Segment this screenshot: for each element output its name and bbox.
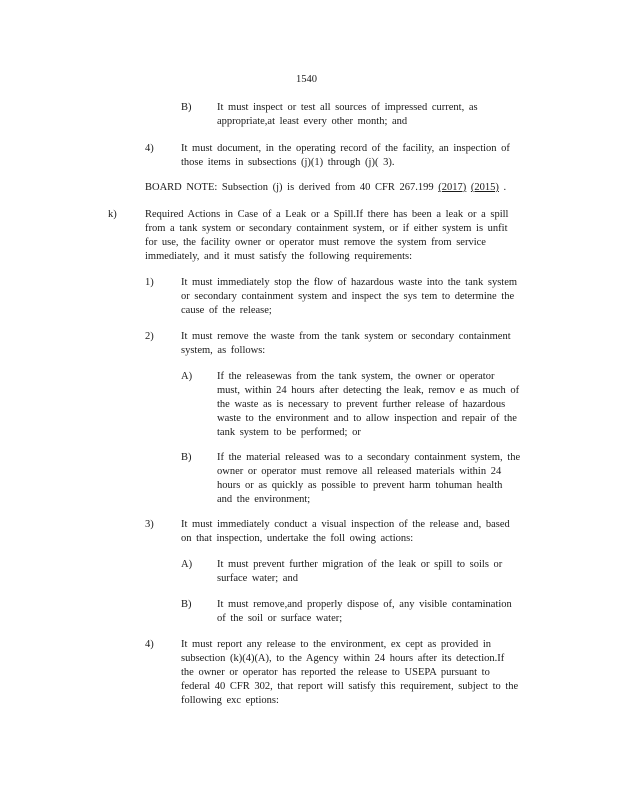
- text-line: subsection (k)(4)(A), to the Agency within 24 hours after its detection.If: [181, 653, 505, 664]
- item-label: 4): [145, 143, 154, 154]
- text-line: following exc eptions:: [181, 695, 279, 706]
- item-label: 4): [145, 639, 154, 650]
- text-line: It must document, in the operating record of the facility, an inspection of: [181, 143, 510, 154]
- text-line: on that inspection, undertake the foll owing actions:: [181, 533, 414, 544]
- item-text: [181, 330, 511, 358]
- item-text: [217, 598, 512, 626]
- text-line: from a tank system or secondary containment system, or if either system is unfit: [145, 223, 508, 234]
- page-number: 1540: [296, 74, 317, 85]
- text-line: If the releasewas from the tank system, the owner or operator: [217, 371, 495, 382]
- board-note: [145, 181, 506, 195]
- text-line: surface water; and: [217, 573, 298, 584]
- board-note-text: BOARD NOTE: Subsection (j) is derived from 40 CFR 267.199: [145, 182, 434, 193]
- item-text: [181, 142, 510, 170]
- item-text: [217, 101, 478, 129]
- item-text: [217, 370, 519, 440]
- text-line: appropriate,at least every other month; and: [217, 116, 408, 127]
- text-line: It must prevent further migration of the leak or spill to soils or: [217, 559, 503, 570]
- item-label: B): [181, 599, 192, 610]
- text-line: those items in subsections (j)(1) through (j)( 3).: [181, 157, 395, 168]
- item-label: A): [181, 371, 193, 382]
- text-line: federal 40 CFR 302, that report will satisfy this requirement, subject to the: [181, 681, 519, 692]
- text-line: It must remove the waste from the tank system or secondary containment: [181, 331, 511, 342]
- item-text: [217, 451, 520, 507]
- text-line: immediately, and it must satisfy the following requirements:: [145, 251, 413, 262]
- board-note-inserted-year: (2017): [438, 182, 467, 193]
- item-text: [181, 276, 517, 318]
- item-label: A): [181, 559, 193, 570]
- item-text: [181, 518, 510, 546]
- text-line: It must immediately stop the flow of hazardous waste into the tank system: [181, 277, 518, 288]
- text-line: must, within 24 hours after detecting the leak, remov e as much of: [217, 385, 520, 396]
- text-line: or secondary containment system and inspect the sys tem to determine the: [181, 291, 515, 302]
- text-line: system, as follows:: [181, 345, 266, 356]
- text-line: It must inspect or test all sources of impressed current, as: [217, 102, 478, 113]
- subsection-text: [145, 208, 508, 264]
- item-label: B): [181, 102, 192, 113]
- text-line: cause of the release;: [181, 305, 272, 316]
- board-note-struck-year: (2015): [470, 182, 499, 193]
- board-note-period: .: [503, 182, 507, 193]
- text-line: owner or operator must remove all released materials within 24: [217, 466, 502, 477]
- text-line: waste to the environment and to allow inspection and repair of the: [217, 413, 517, 424]
- item-label: 1): [145, 277, 154, 288]
- text-line: the waste as is necessary to prevent further release of hazardous: [217, 399, 506, 410]
- item-label: 3): [145, 519, 154, 530]
- item-label: 2): [145, 331, 154, 342]
- text-line: Required Actions in Case of a Leak or a Spill.If there has been a leak or a spill: [145, 209, 509, 220]
- text-line: for use, the facility owner or operator must remove the system from service: [145, 237, 486, 248]
- text-line: hours or as quickly as possible to prevent harm tohuman health: [217, 480, 503, 491]
- text-line: It must immediately conduct a visual inspection of the release and, based: [181, 519, 510, 530]
- text-line: It must report any release to the environment, ex cept as provided in: [181, 639, 492, 650]
- item-label: B): [181, 452, 192, 463]
- subsection-label: k): [108, 209, 117, 220]
- text-line: It must remove,and properly dispose of, any visible contamination: [217, 599, 512, 610]
- item-text: [181, 638, 518, 708]
- text-line: If the material released was to a secondary containment system, the: [217, 452, 521, 463]
- item-text: [217, 558, 502, 586]
- text-line: and the environment;: [217, 494, 311, 505]
- text-line: tank system to be performed; or: [217, 427, 361, 438]
- text-line: of the soil or surface water;: [217, 613, 343, 624]
- text-line: the owner or operator has reported the release to USEPA pursuant to: [181, 667, 490, 678]
